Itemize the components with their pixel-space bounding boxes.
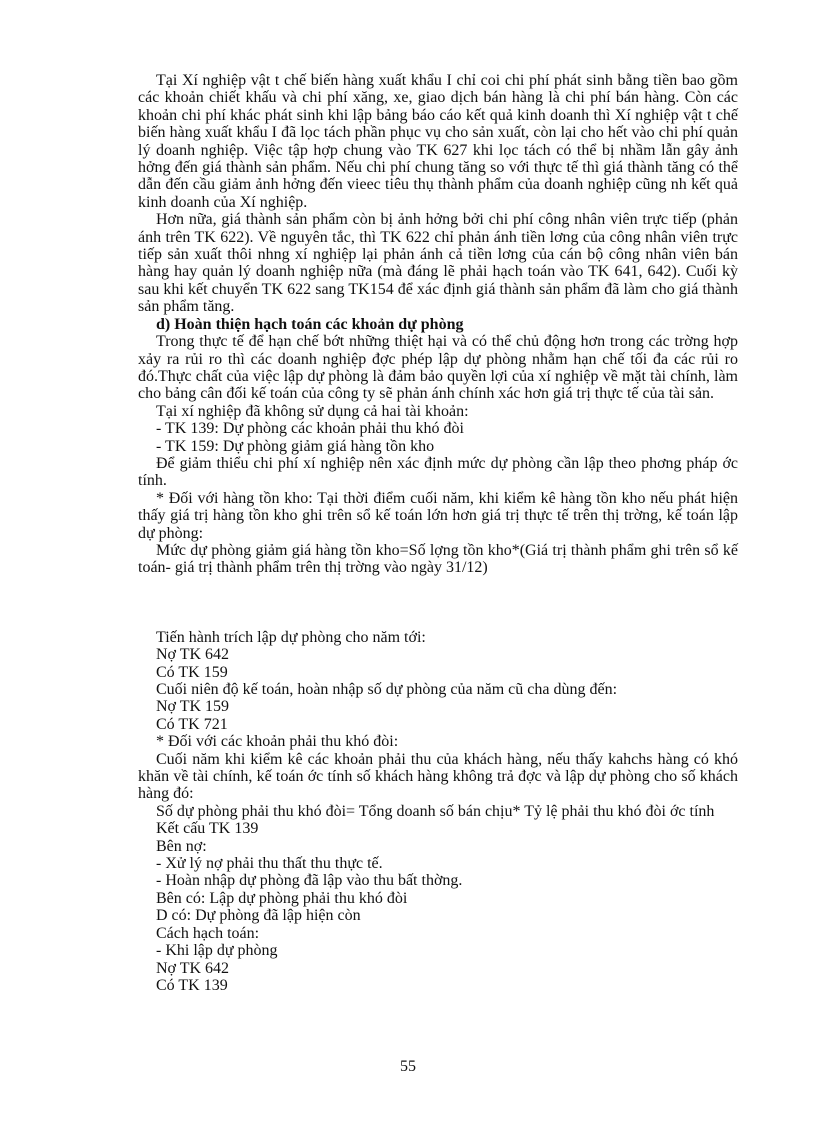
paragraph-inventory: * Đối với hàng tồn kho: Tại thời điểm cuối năm, khi kiểm kê hàng tồn kho nếu phát hiện thấy giá trị hàng tồn kho ghi trên sổ kế toán lớn hơn giá trị thực tế trên thị trờng, kế toán lập dự phòng:: [138, 489, 738, 542]
text-line: Có TK 159: [156, 663, 228, 681]
page-number: 55: [400, 1058, 416, 1075]
text-line: Bên nợ:: [156, 837, 207, 855]
text-line: Cách hạch toán:: [156, 924, 260, 942]
text-line: Có TK 139: [156, 976, 228, 994]
text-line: Tiến hành trích lập dự phòng cho năm tới:: [156, 628, 426, 646]
paragraph-labor-cost: Hơn nữa, giá thành sản phẩm còn bị ảnh hởng bởi chi phí công nhân viên trực tiếp (phản ánh trên TK 622). Về nguyên tắc, thì TK 622 chỉ phản ánh tiền lơng của công nhân viên trực tiếp sản xuất thôi nhng xí nghiệp lại phản ánh cả tiền lơng của cán bộ công nhân viên bán hàng hay quản lý doanh nghiệp nữa (mà đáng lẽ phải hạch toán vào TK 641, 642). Cuối kỳ sau khi kết chuyển TK 622 sang TK154 để xác định giá thành sản phẩm đã làm cho giá thành sản phẩm tăng.: [138, 211, 738, 316]
text-line: Tại xí nghiệp đã không sử dụng cả hai tài khoản:: [156, 402, 469, 420]
text-line: Nợ TK 159: [156, 698, 230, 716]
text-line: Có TK 721: [156, 715, 228, 733]
text-line: Cuối niên độ kế toán, hoàn nhập số dự phòng của năm cũ cha dùng đến:: [156, 681, 618, 698]
paragraph-provisions: Trong thực tế để hạn chế bớt những thiệt hại và có thể chủ động hơn trong các trờng hợp xảy ra rủi ro thì các doanh nghiệp đợc phép lập dự phòng nhằm hạn chế tối đa các rủi ro đó.Thực chất của việc lập dự phòng là đảm bảo quyền lợi của xí nghiệp về mặt tài chính, làm cho bảng cân đối kế toán của công ty sẽ phản ánh chính xác hơn giá trị thực tế của tài sản.: [138, 333, 738, 403]
paragraph-selling-expense: Tại Xí nghiệp vật t chế biến hàng xuất khẩu I chỉ coi chi phí phát sinh bằng tiền bao gồm các khoản chiết khấu và chi phí xăng, xe, giao dịch bán hàng là chi phí bán hàng. Còn các khoản chi phí khác phát sinh khi lập bảng báo cáo kết quả kinh doanh thì Xí nghiệp vật t chế biến hàng xuất khẩu I đã lọc tách phần phục vụ cho sản xuất, còn lại cho hết vào chi phí quản lý doanh nghiệp. Việc tập hợp chung vào TK 627 khi lọc tách có thể bị nhầm lẫn gây ảnh hởng đến giá thành sản phẩm. Nếu chi phí chung tăng so với thực tế thì giá thành tăng có thể dẫn đến cầu giảm ảnh hởng đến vieec tiêu thụ thành phẩm của doanh nghiệp cũng nh kết quả kinh doanh của Xí nghiệp.: [138, 72, 738, 211]
text-line: Nợ TK 642: [156, 646, 230, 664]
text-line: - Hoàn nhập dự phòng đã lập vào thu bất thờng.: [156, 872, 463, 890]
section-heading: d) Hoàn thiện hạch toán các khoản dự phòng: [156, 315, 464, 333]
text-line: * Đối với các khoản phải thu khó đòi:: [156, 733, 399, 751]
formula-receivable-provision: Số dự phòng phải thu khó đòi= Tổng doanh số bán chịu* Tỷ lệ phải thu khó đòi ớc tính: [156, 802, 715, 820]
text-line: Nợ TK 642: [156, 959, 230, 977]
text-line: - TK 159: Dự phòng giảm giá hàng tồn kho: [156, 437, 435, 455]
text-line: D có: Dự phòng đã lập hiện còn: [156, 907, 361, 925]
text-line: Kết cấu TK 139: [156, 820, 259, 838]
text-line: Bên có: Lập dự phòng phải thu khó đòi: [156, 889, 408, 907]
paragraph-estimate: Để giảm thiểu chi phí xí nghiệp nên xác định mức dự phòng cần lập theo phơng pháp ớc tính.: [138, 454, 738, 490]
blank-space: [138, 577, 738, 629]
text-line: - Khi lập dự phòng: [156, 942, 278, 960]
text-line: - TK 139: Dự phòng các khoản phải thu khó đòi: [156, 420, 464, 438]
page-body: [138, 72, 738, 994]
formula-inventory-provision: Mức dự phòng giảm giá hàng tồn kho=Số lợng tồn kho*(Giá trị thành phẩm ghi trên sổ kế toán- giá trị thành phẩm trên thị trờng vào ngày 31/12): [138, 541, 738, 577]
text-line: - Xử lý nợ phải thu thất thu thực tế.: [156, 855, 383, 873]
paragraph-receivables: Cuối năm khi kiểm kê các khoản phải thu của khách hàng, nếu thấy kahchs hàng có khó khăn về tài chính, kế toán ớc tính số khách hàng không trả đợc và lập dự phòng cho số khách hàng đó:: [138, 750, 738, 803]
